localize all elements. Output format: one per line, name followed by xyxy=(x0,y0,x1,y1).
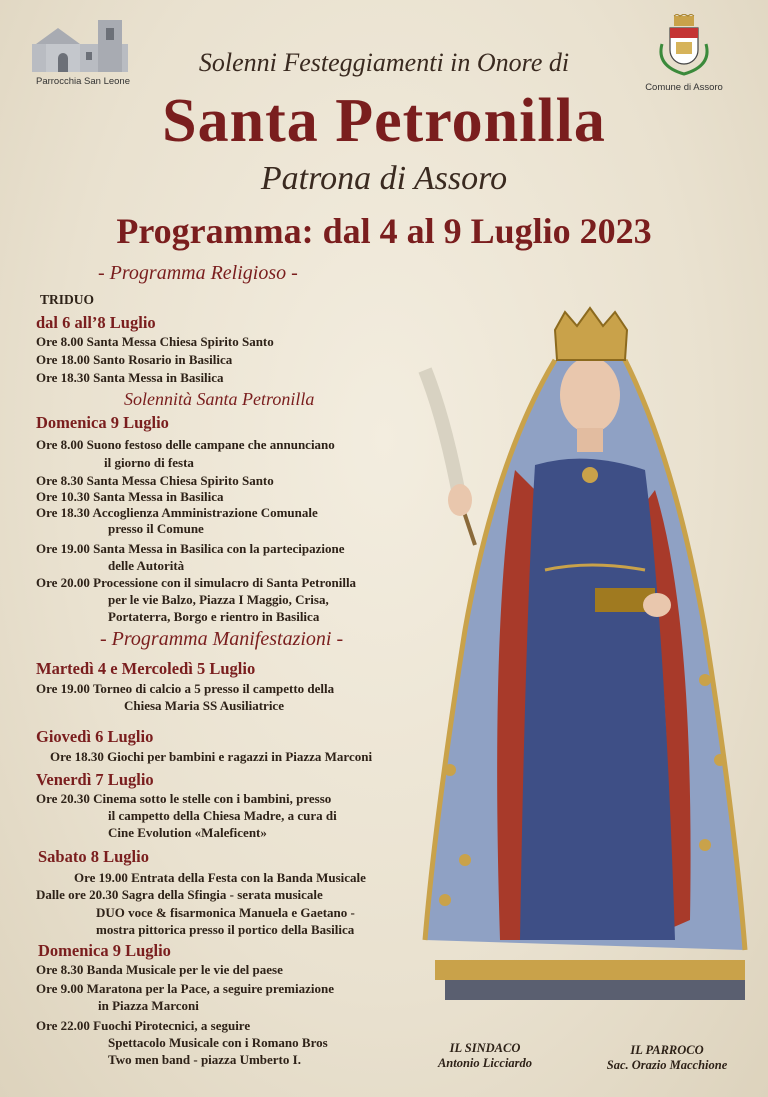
parish-label: Parrocchia San Leone xyxy=(35,76,130,87)
saint-statue-image xyxy=(405,300,765,1010)
parroco-signature xyxy=(582,1043,752,1073)
list-item: Ore 18.30 Santa Messa in Basilica xyxy=(36,370,224,385)
list-item: Dalle ore 20.30 Sagra della Sfingia - serata musicale xyxy=(36,887,323,902)
list-item: Ore 19.00 Torneo di calcio a 5 presso il campetto della xyxy=(36,681,335,696)
events-program-heading: - Programma Manifestazioni - xyxy=(100,628,344,650)
list-item-cont: in Piazza Marconi xyxy=(98,998,199,1013)
list-item: Ore 8.30 Santa Messa Chiesa Spirito Santo xyxy=(36,473,274,488)
subtitle: Patrona di Assoro xyxy=(260,160,508,197)
program-dates: Programma: dal 4 al 9 Luglio 2023 xyxy=(116,211,652,251)
sindaco-name: Antonio Licciardo xyxy=(437,1056,533,1070)
events-day: Giovedì 6 Luglio xyxy=(36,727,154,746)
parroco-title: IL PARROCO xyxy=(630,1043,704,1057)
list-item-cont: Cine Evolution «Maleficent» xyxy=(108,825,267,840)
comune-label: Comune di Assoro xyxy=(645,82,723,93)
list-item: Ore 8.00 Santa Messa Chiesa Spirito Santo xyxy=(36,334,274,349)
list-item: Ore 10.30 Santa Messa in Basilica xyxy=(36,489,224,504)
sindaco-signature xyxy=(420,1041,550,1071)
list-item-cont: DUO voce & fisarmonica Manuela e Gaetano - xyxy=(96,905,355,920)
events-day: Martedì 4 e Mercoledì 5 Luglio xyxy=(36,659,256,678)
list-item: Ore 18.00 Santo Rosario in Basilica xyxy=(36,352,233,367)
list-item-cont: il campetto della Chiesa Madre, a cura di xyxy=(108,808,337,823)
religious-program-heading: - Programma Religioso - xyxy=(98,262,298,284)
list-item: Ore 19.00 Entrata della Festa con la Banda Musicale xyxy=(74,870,366,885)
list-item: Ore 8.30 Banda Musicale per le vie del paese xyxy=(36,962,283,977)
list-item: Ore 18.30 Giochi per bambini e ragazzi in Piazza Marconi xyxy=(50,749,373,764)
list-item: Ore 20.30 Cinema sotto le stelle con i bambini, presso xyxy=(36,791,332,806)
list-item-cont: per le vie Balzo, Piazza I Maggio, Crisa, xyxy=(108,592,329,607)
list-item: Ore 20.00 Processione con il simulacro di Santa Petronilla xyxy=(36,575,357,590)
list-item: Ore 8.00 Suono festoso delle campane che annunciano xyxy=(36,437,335,452)
list-item-cont: mostra pittorica presso il portico della Basilica xyxy=(96,922,355,937)
intro-text: Solenni Festeggiamenti in Onore di xyxy=(198,48,570,77)
domenica-heading: Domenica 9 Luglio xyxy=(36,413,169,432)
solennita-heading: Solennità Santa Petronilla xyxy=(124,389,315,409)
list-item: Ore 19.00 Santa Messa in Basilica con la partecipazione xyxy=(36,541,345,556)
list-item: Ore 18.30 Accoglienza Amministrazione Comunale xyxy=(36,505,318,520)
list-item-cont: Two men band - piazza Umberto I. xyxy=(108,1052,301,1067)
page-title: Santa Petronilla xyxy=(162,87,606,155)
list-item-cont: Chiesa Maria SS Ausiliatrice xyxy=(124,698,284,713)
list-item-cont: presso il Comune xyxy=(108,521,204,536)
triduo-heading: TRIDUO xyxy=(40,292,95,307)
list-item-cont: il giorno di festa xyxy=(104,455,194,470)
list-item: Ore 9.00 Maratona per la Pace, a seguire premiazione xyxy=(36,981,334,996)
list-item-cont: Portaterra, Borgo e rientro in Basilica xyxy=(108,609,320,624)
list-item: Ore 22.00 Fuochi Pirotecnici, a seguire xyxy=(36,1018,251,1033)
events-day: Domenica 9 Luglio xyxy=(38,941,171,960)
parroco-name: Sac. Orazio Macchione xyxy=(606,1058,728,1072)
events-day: Sabato 8 Luglio xyxy=(38,847,149,866)
triduo-day: dal 6 all’8 Luglio xyxy=(36,313,156,332)
list-item-cont: Spettacolo Musicale con i Romano Bros xyxy=(108,1035,328,1050)
events-day: Venerdì 7 Luglio xyxy=(36,770,154,789)
sindaco-title: IL SINDACO xyxy=(449,1041,521,1055)
list-item-cont: delle Autorità xyxy=(108,558,185,573)
